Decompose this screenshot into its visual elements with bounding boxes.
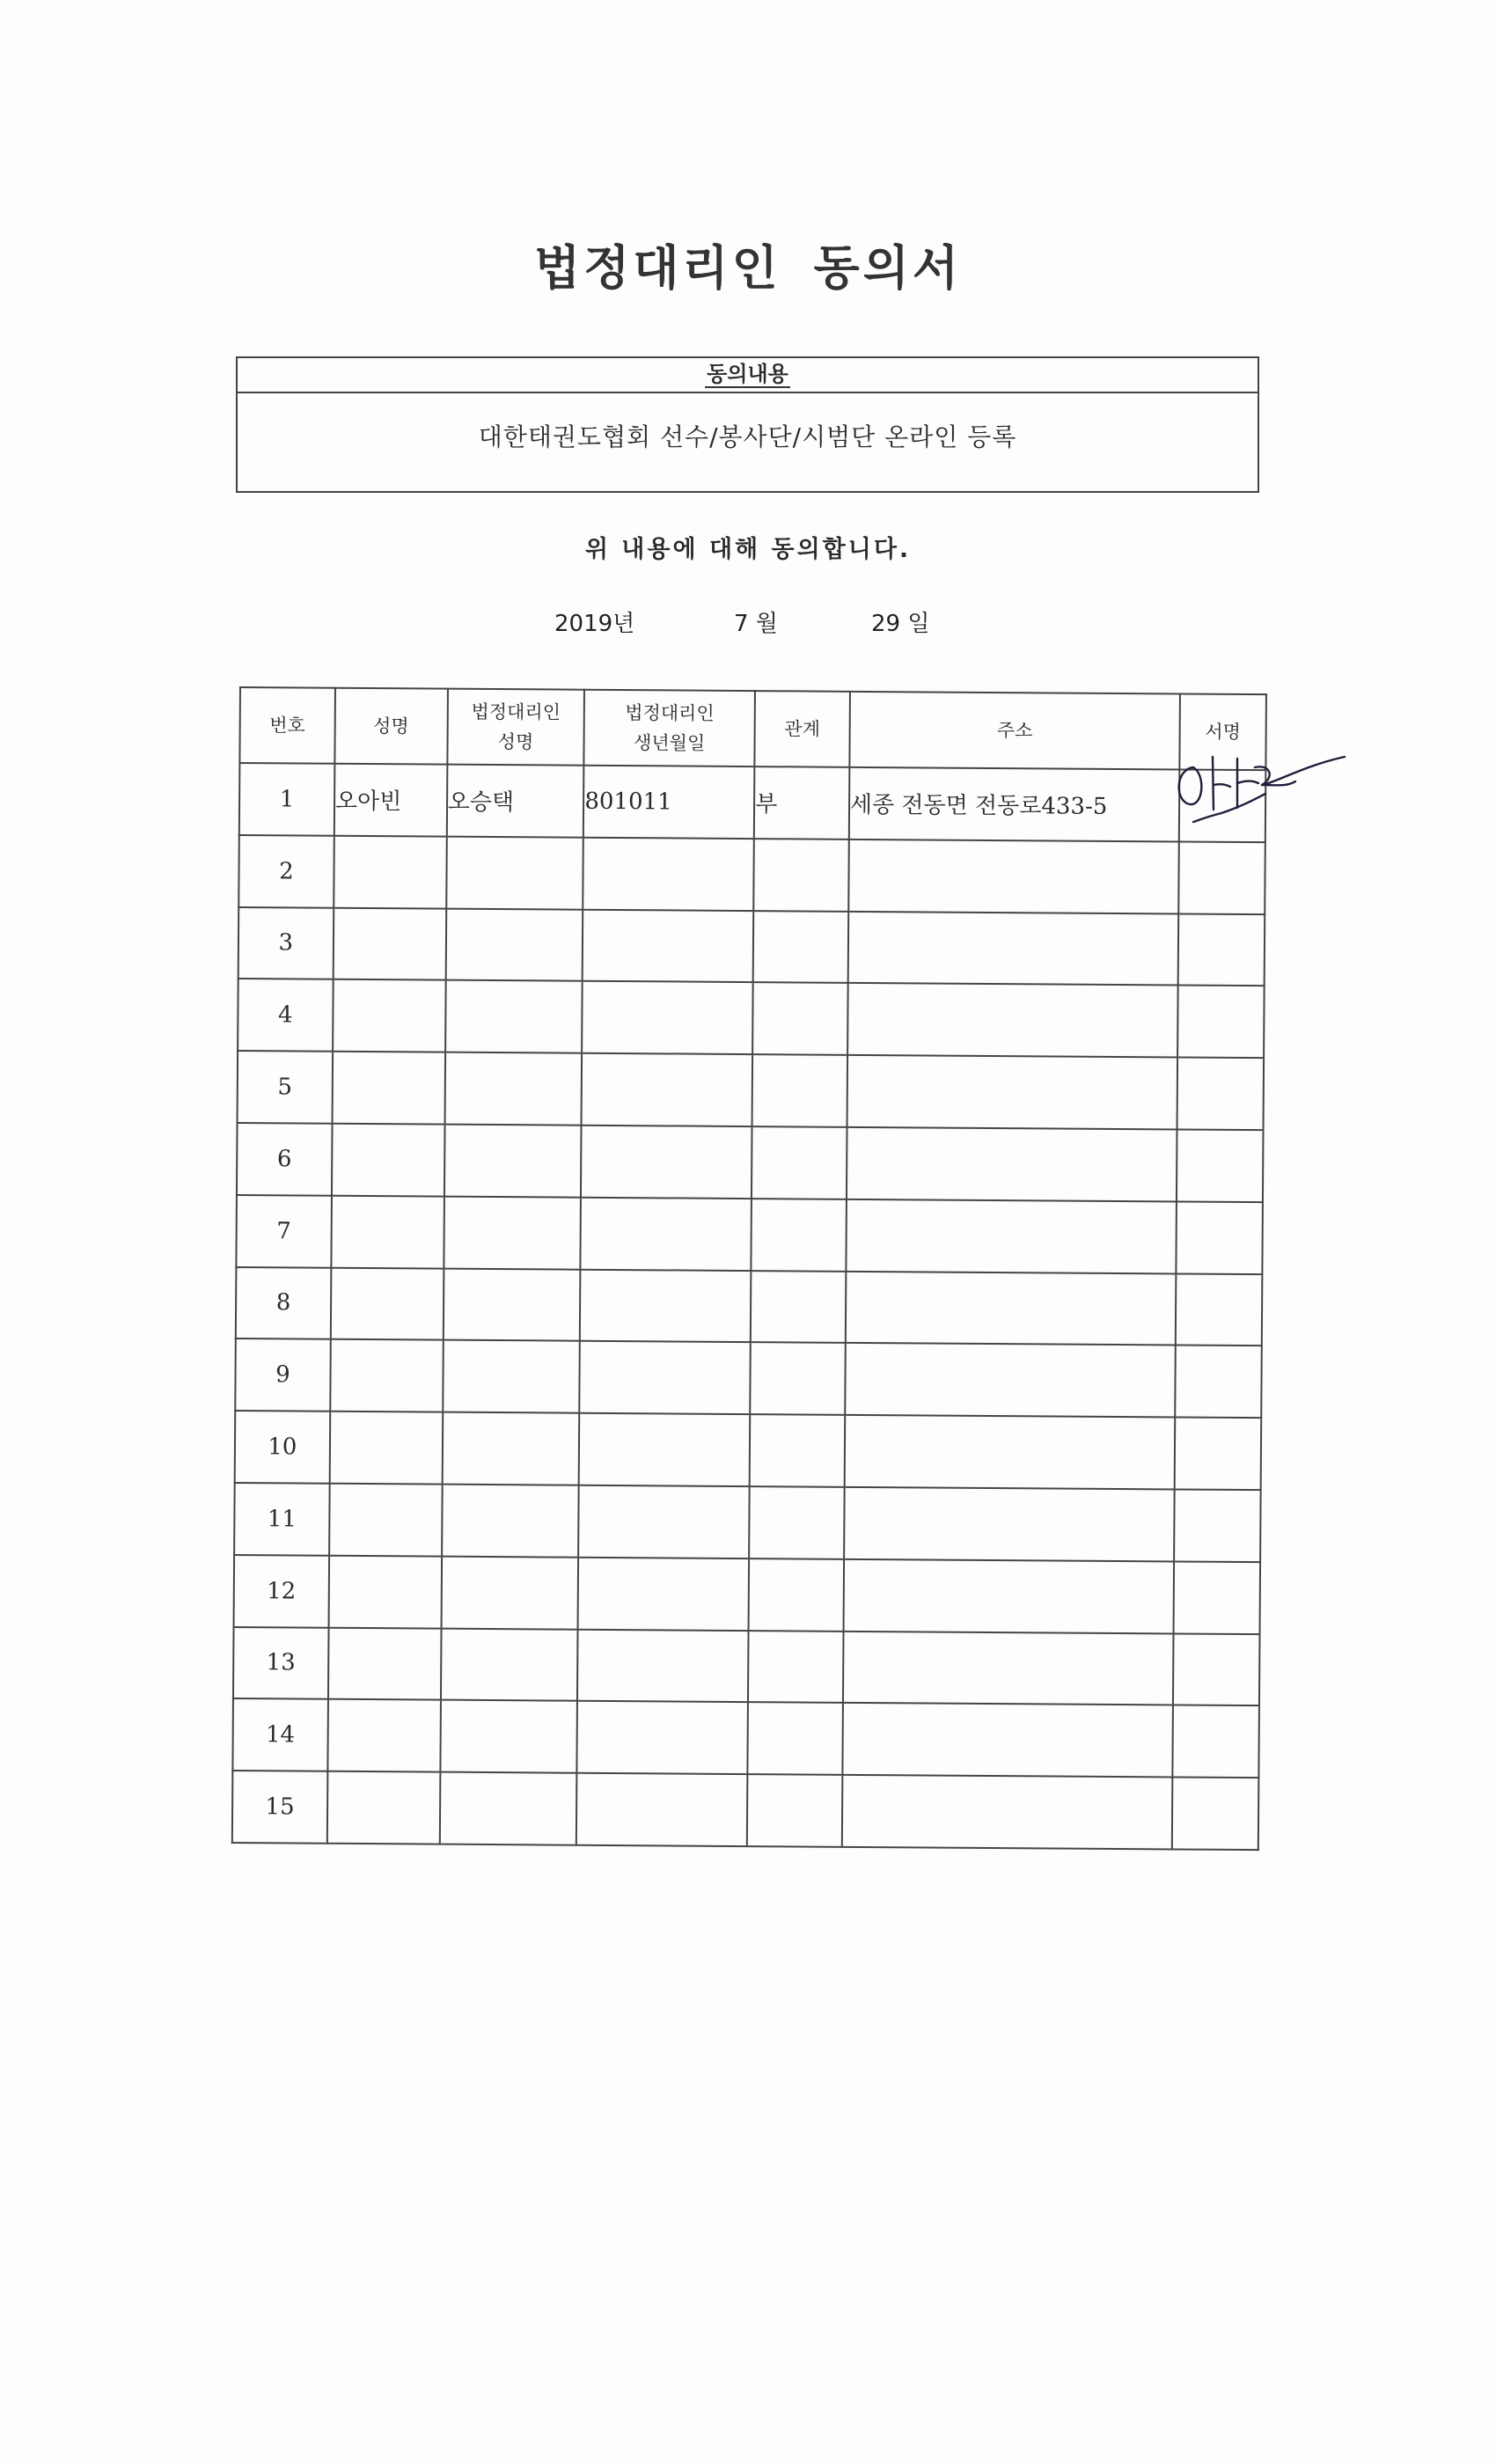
table-row [238,979,1265,1058]
cell-name [334,836,446,909]
cell-address [842,1703,1173,1777]
cell-number: 14 [232,1698,327,1771]
date-day: 29 일 [871,611,930,637]
cell-signature [1173,1705,1259,1778]
consent-box [236,356,1259,493]
cell-rep-birth [582,1053,752,1126]
cell-number: 6 [237,1123,332,1196]
table-row [237,1123,1264,1202]
cell-signature [1177,986,1264,1058]
cell-address [846,1271,1177,1345]
cell-address [843,1631,1174,1705]
table-row [236,1195,1263,1274]
cell-relation [749,1486,844,1559]
cell-relation [752,982,847,1055]
cell-name [330,1412,443,1485]
cell-rep-birth [580,1341,751,1414]
cell-rep-name [446,836,583,909]
cell-rep-birth: 801011 [583,766,754,839]
cell-name [331,1267,444,1340]
cell-signature [1174,1561,1260,1633]
cell-name [334,907,446,980]
header-rep-name-line1: 법정대리인 [471,700,561,723]
cell-rep-birth [578,1485,749,1558]
table-body [232,763,1266,1850]
cell-address [847,1127,1177,1201]
cell-relation [752,1054,847,1127]
cell-rep-name [445,980,583,1053]
cell-number: 5 [238,1051,333,1124]
cell-signature [1172,1778,1258,1850]
cell-relation [750,1414,845,1487]
cell-rep-name [441,1556,578,1629]
consent-content: 대한태권도협회 선수/봉사단/시범단 온라인 등록 [478,422,1017,451]
cell-signature [1177,1129,1263,1201]
cell-rep-name [443,1340,580,1413]
cell-name [332,1124,444,1197]
header-number: 번호 [239,687,334,764]
agreement-statement: 위 내용에 대해 동의합니다. [584,536,912,563]
cell-rep-name [442,1412,579,1485]
table-row [235,1338,1262,1418]
cell-number: 13 [233,1627,328,1700]
cell-rep-name [444,1052,582,1126]
table-row [238,1051,1265,1130]
cell-number: 2 [238,835,334,908]
registration-table [231,686,1267,1851]
cell-number: 12 [234,1555,329,1628]
cell-number: 1 [239,763,334,836]
cell-relation [752,1126,847,1199]
handwritten-signature [1163,732,1348,829]
table-row [238,835,1265,914]
cell-rep-name [442,1485,579,1558]
cell-address [846,1199,1177,1273]
cell-rep-birth [581,1198,752,1271]
table-row [234,1483,1261,1562]
cell-address [842,1775,1173,1849]
header-name: 성명 [334,688,447,765]
cell-name [333,979,445,1052]
cell-rep-birth [579,1413,750,1486]
cell-rep-birth [583,838,754,911]
cell-relation [747,1702,842,1775]
cell-rep-name [445,908,583,981]
cell-signature [1177,1058,1264,1130]
cell-name [331,1196,444,1269]
header-rep-name [447,689,584,766]
header-rep-birth-line2: 생년월일 [634,732,706,754]
cell-number: 9 [235,1338,330,1412]
cell-name [330,1339,443,1412]
cell-address [847,1055,1177,1129]
cell-number: 4 [238,979,333,1052]
header-rep-birth-line1: 법정대리인 [625,702,715,724]
cell-signature [1174,1489,1260,1561]
cell-signature [1178,913,1265,986]
header-rep-name-line2: 성명 [497,731,534,753]
cell-address [844,1487,1175,1561]
cell-rep-name: 오승택 [446,765,583,838]
cell-address [847,983,1178,1057]
cell-signature [1177,1201,1263,1273]
cell-relation [750,1342,845,1415]
cell-number: 3 [238,907,334,980]
cell-address [848,840,1179,913]
cell-rep-name [440,1700,577,1773]
table-row [239,763,1266,842]
cell-name [327,1699,440,1772]
table-row [235,1411,1262,1490]
cell-relation [747,1774,842,1847]
cell-rep-birth [578,1557,749,1630]
header-relation: 관계 [754,691,849,767]
header-address: 주소 [849,692,1180,770]
cell-relation [748,1631,843,1704]
table-row [232,1698,1259,1778]
cell-relation: 부 [754,766,849,840]
document-title: 법정대리인 동의서 [533,240,963,296]
cell-signature [1175,1346,1261,1418]
cell-number: 8 [236,1267,331,1340]
consent-header-label: 동의내용 [707,362,788,386]
cell-number: 11 [234,1483,329,1556]
cell-relation [751,1271,846,1344]
cell-address: 세종 전동면 전동로433-5 [849,767,1180,841]
cell-name [328,1556,441,1629]
cell-name [327,1771,440,1844]
cell-name [332,1052,444,1125]
cell-name [329,1484,442,1557]
date-year: 2019년 [554,611,635,637]
cell-rep-birth [583,909,753,982]
date-month: 7 월 [734,611,778,637]
cell-signature [1173,1633,1259,1705]
table-row [236,1267,1263,1346]
cell-rep-birth [577,1629,748,1702]
cell-rep-name [444,1196,581,1269]
cell-rep-birth [580,1269,751,1342]
cell-name [328,1627,441,1700]
header-rep-birth [584,690,755,766]
consent-header [238,358,1258,393]
table-row [238,907,1265,986]
cell-address [845,1415,1176,1489]
cell-signature [1178,841,1265,913]
table-row [233,1627,1260,1706]
cell-rep-name [441,1628,578,1701]
cell-rep-birth [582,981,752,1054]
cell-rep-birth [577,1701,748,1774]
cell-rep-birth [581,1126,752,1199]
table-header-row [239,687,1266,770]
cell-signature [1175,1418,1261,1490]
cell-rep-name [443,1268,580,1341]
cell-rep-name [444,1125,582,1198]
cell-address [848,911,1179,985]
cell-signature [1176,1273,1262,1346]
table-row [232,1771,1259,1850]
cell-relation [753,911,848,984]
cell-rep-birth [576,1773,747,1846]
header-signature: 서명 [1180,693,1266,770]
table-row [234,1555,1261,1634]
cell-rep-name [439,1772,576,1845]
cell-address [843,1559,1174,1633]
cell-number: 7 [236,1195,331,1268]
cell-number: 15 [232,1771,327,1844]
cell-relation [749,1558,844,1632]
cell-name: 오아빈 [334,764,447,837]
cell-address [845,1343,1176,1417]
cell-number: 10 [235,1411,330,1484]
cell-relation [751,1199,846,1272]
cell-relation [753,839,848,912]
